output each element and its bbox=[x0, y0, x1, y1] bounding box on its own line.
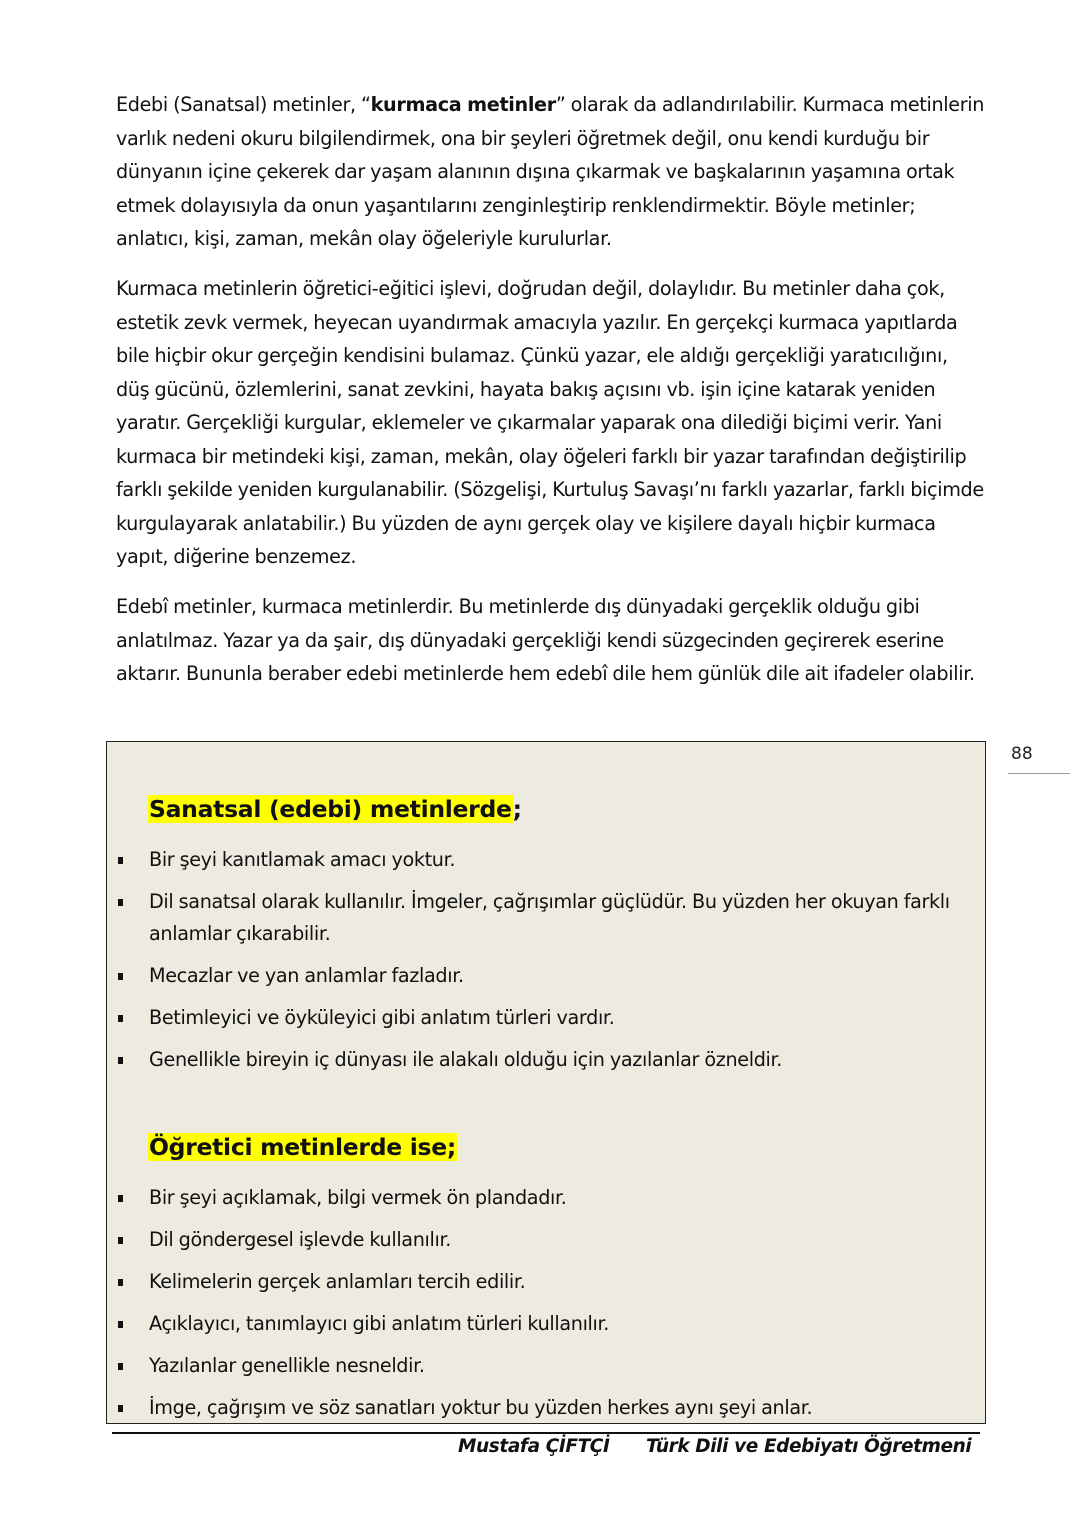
square-bullet-icon bbox=[118, 1195, 123, 1202]
list-item bbox=[107, 960, 977, 992]
footer-divider bbox=[112, 1432, 980, 1434]
list-item bbox=[107, 886, 977, 950]
list-item bbox=[107, 1266, 977, 1298]
list-item bbox=[107, 1308, 977, 1340]
square-bullet-icon bbox=[118, 899, 123, 906]
square-bullet-icon bbox=[118, 1279, 123, 1286]
square-bullet-icon bbox=[118, 857, 123, 864]
list-item-text: İmge, çağrışım ve söz sanatları yoktur bu yüzden herkes aynı şeyi anlar. bbox=[149, 1396, 813, 1419]
list-item-text: Dil sanatsal olarak kullanılır. İmgeler, çağrışımlar güçlüdür. Bu yüzden her okuyan farklı anlamlar çıkarabilir. bbox=[149, 890, 950, 945]
intro-text-rest: ” olarak da adlandırılabilir. Kurmaca metinlerin varlık nedeni okuru bilgilendirmek, ona bir şeyleri öğretmek değil, onu kendi kurduğu bir dünyanın içine çekerek dar yaşam alanının dışına çıkarmak ve başkalarının yaşamına ortak etmek dolayısıyla da onun yaşantılarını zenginleştirip renklendirmektir. Böyle metinler; anlatıcı, kişi, zaman, mekân olay öğeleriyle kurulurlar. bbox=[116, 93, 985, 250]
list-item bbox=[107, 1182, 977, 1214]
informative-texts-list bbox=[107, 1182, 977, 1434]
intro-text-start: Edebi (Sanatsal) metinler, “ bbox=[116, 93, 371, 116]
list-item bbox=[107, 1002, 977, 1034]
literary-heading-semicolon: ; bbox=[512, 795, 522, 823]
square-bullet-icon bbox=[118, 1321, 123, 1328]
literary-texts-heading bbox=[148, 792, 522, 826]
list-item-text: Dil göndergesel işlevde kullanılır. bbox=[149, 1228, 451, 1251]
footer-author: Mustafa ÇİFTÇİ bbox=[458, 1436, 610, 1457]
list-item-text: Genellikle bireyin iç dünyası ile alakalı olduğu için yazılanlar özneldir. bbox=[149, 1048, 783, 1071]
list-item-text: Mecazlar ve yan anlamlar fazladır. bbox=[149, 964, 464, 987]
list-item-text: Yazılanlar genellikle nesneldir. bbox=[149, 1354, 425, 1377]
literary-texts-list bbox=[107, 844, 977, 1086]
footer-role: Türk Dili ve Edebiyatı Öğretmeni bbox=[646, 1436, 972, 1457]
list-item bbox=[107, 1392, 977, 1424]
square-bullet-icon bbox=[118, 1057, 123, 1064]
literary-texts-paragraph: Edebî metinler, kurmaca metinlerdir. Bu metinlerde dış dünyadaki gerçeklik olduğu gibi anlatılmaz. Yazar ya da şair, dış dünyadaki gerçekliği kendi süzgecinden geçirerek eserine aktarır. Bununla beraber edebi metinlerde hem edebî dile hem günlük dile ait ifadeler olabilir. bbox=[116, 595, 975, 685]
comparison-box bbox=[106, 741, 986, 1424]
informative-heading-highlight: Öğretici metinlerde ise; bbox=[149, 1133, 456, 1161]
fiction-function-paragraph: Kurmaca metinlerin öğretici-eğitici işlevi, doğrudan değil, dolaylıdır. Bu metinler daha çok, estetik zevk vermek, heyecan uyandırmak amacıyla yazılır. En gerçekçi kurmaca yapıtlarda bile hiçbir okur gerçeğin kendisini bulamaz. Çünkü yazar, ele aldığı gerçekliği yaratıcılığını, düş gücünü, özlemlerini, sanat zevkini, hayata bakış açısını vb. işin içine katarak yeniden yaratır. Gerçekliği kurgular, eklemeler ve çıkarmalar yaparak ona dilediği biçimi verir. Yani kurmaca bir metindeki kişi, zaman, mekân, olay öğeleri farklı bir yazar tarafından değiştirilip farklı şekilde yeniden kurgulanabilir. (Sözgelişi, Kurtuluş Savaşı’nı farklı yazarlar, farklı biçimde kurgulayarak anlatabilir.) Bu yüzden de aynı gerçek olay ve kişilere dayalı hiçbir kurmaca yapıt, diğerine benzemez. bbox=[116, 277, 984, 568]
informative-texts-heading bbox=[148, 1130, 457, 1164]
list-item-text: Betimleyici ve öyküleyici gibi anlatım türleri vardır. bbox=[149, 1006, 615, 1029]
page-number: 88 bbox=[1011, 744, 1033, 764]
square-bullet-icon bbox=[118, 973, 123, 980]
square-bullet-icon bbox=[118, 1363, 123, 1370]
list-item-text: Bir şeyi kanıtlamak amacı yoktur. bbox=[149, 848, 456, 871]
list-item bbox=[107, 1224, 977, 1256]
list-item-text: Bir şeyi açıklamak, bilgi vermek ön plandadır. bbox=[149, 1186, 567, 1209]
literary-heading-highlight: Sanatsal (edebi) metinlerde bbox=[149, 795, 512, 823]
square-bullet-icon bbox=[118, 1405, 123, 1412]
list-item-text: Açıklayıcı, tanımlayıcı gibi anlatım türleri kullanılır. bbox=[149, 1312, 610, 1335]
list-item-text: Kelimelerin gerçek anlamları tercih edilir. bbox=[149, 1270, 526, 1293]
page-number-divider bbox=[1008, 773, 1070, 774]
intro-paragraph bbox=[116, 88, 986, 256]
bold-term-kurmaca-metinler: kurmaca metinler bbox=[370, 93, 556, 116]
square-bullet-icon bbox=[118, 1237, 123, 1244]
list-item bbox=[107, 1044, 977, 1076]
list-item bbox=[107, 1350, 977, 1382]
square-bullet-icon bbox=[118, 1015, 123, 1022]
list-item bbox=[107, 844, 977, 876]
